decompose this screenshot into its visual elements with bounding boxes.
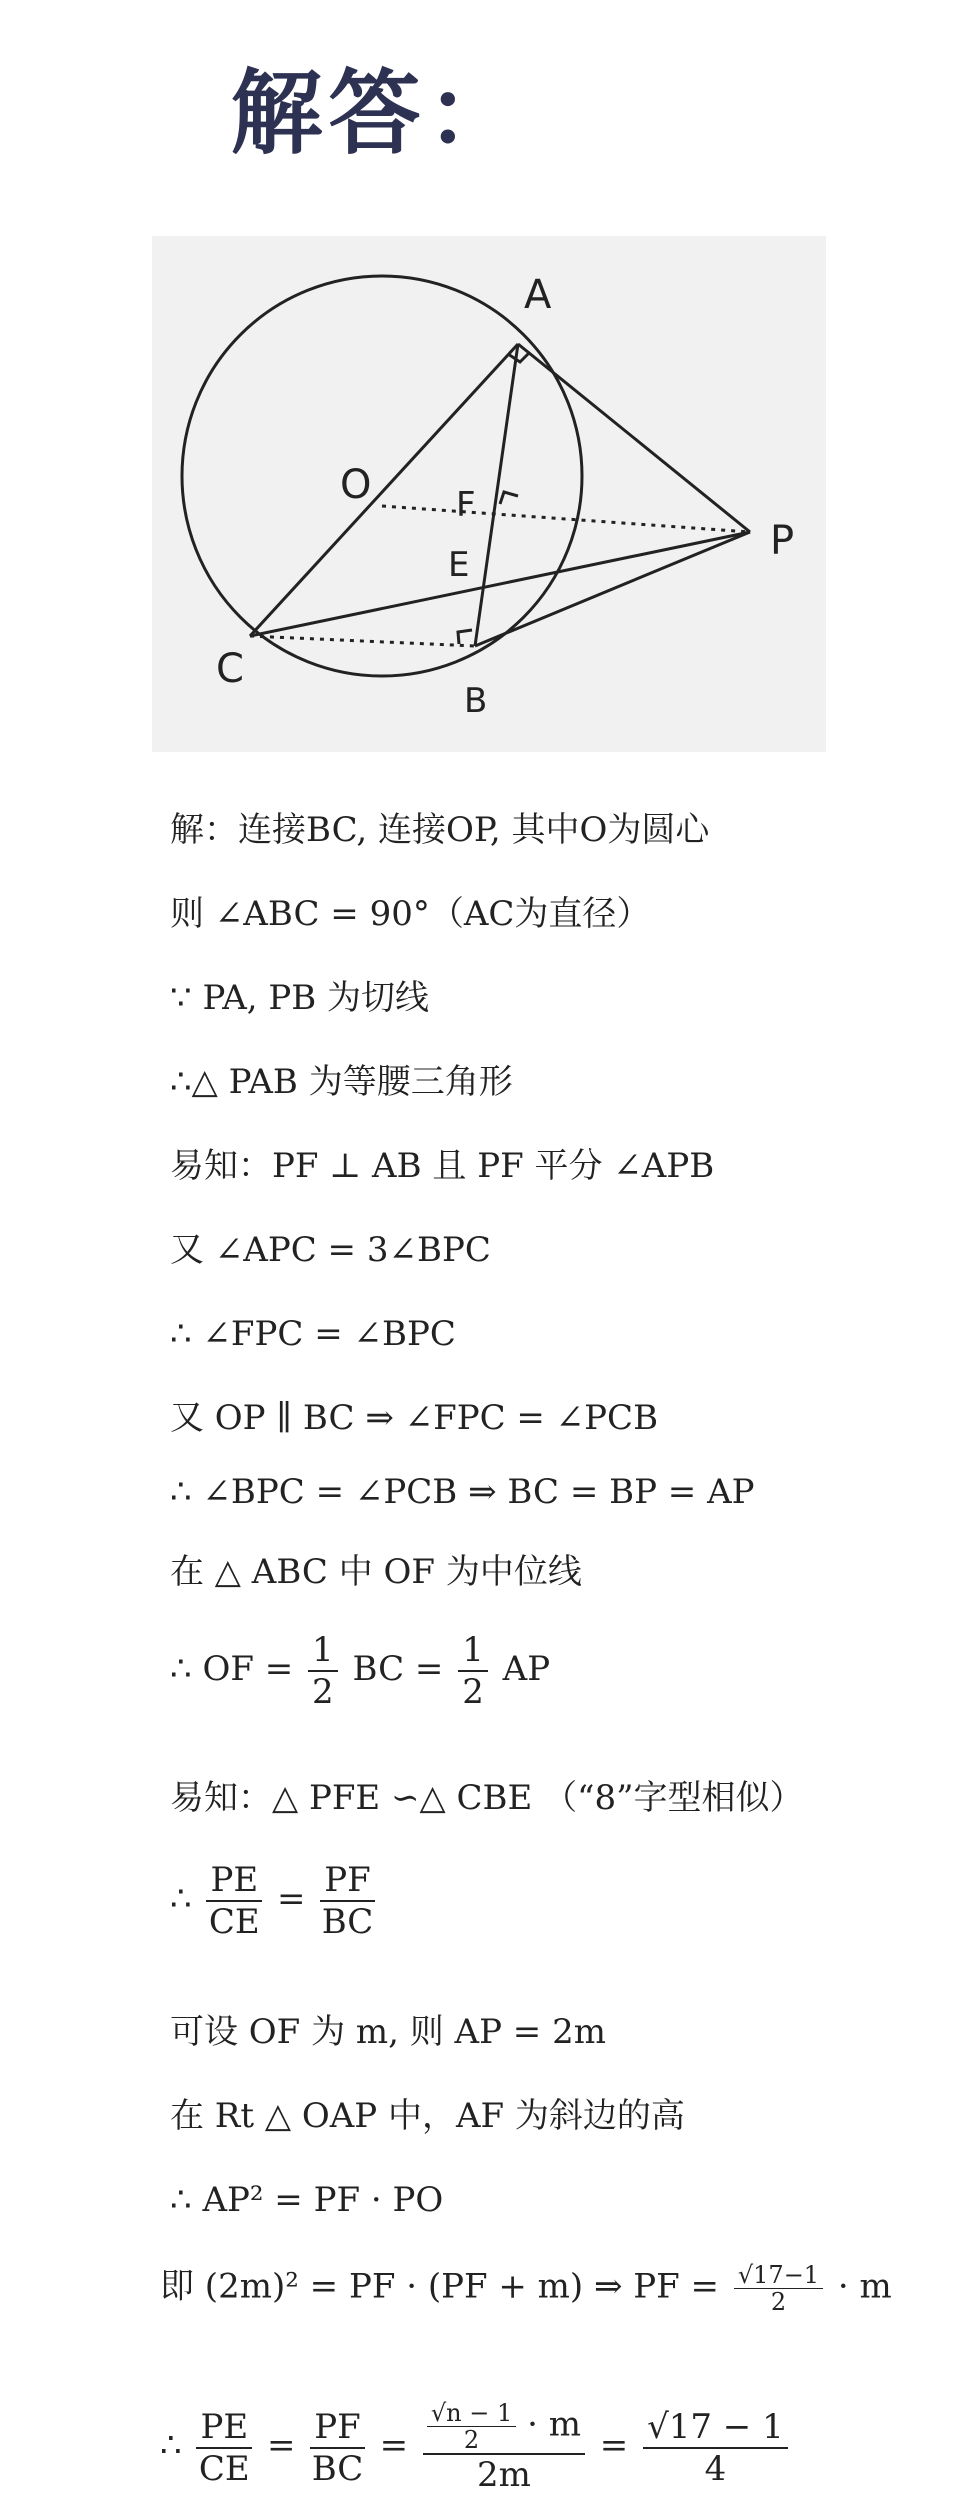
fraction-denominator: 2 (770, 2288, 787, 2316)
step-8: 又 OP ∥ BC ⇒ ∠FPC = ∠PCB (170, 1398, 659, 1438)
step-13-eq: = (276, 1879, 306, 1919)
label-b: B (464, 681, 488, 721)
fraction-denominator: 4 (704, 2448, 727, 2489)
segment-cp (250, 532, 750, 636)
circle-o (182, 276, 582, 676)
step-5: 易知：PF ⊥ AB 且 PF 平分 ∠APB (170, 1146, 715, 1186)
segment-ac (250, 344, 518, 636)
step-18-eq2: = (379, 2425, 409, 2466)
fraction-result (643, 2407, 788, 2489)
fraction-pf-value (734, 2262, 823, 2315)
step-11 (170, 1630, 550, 1712)
fraction-numerator: √17−1 (734, 2262, 823, 2289)
fraction-numerator: PF (320, 1860, 374, 1902)
fraction-half-1 (308, 1630, 338, 1712)
step-11-prefix: ∴ OF = (170, 1649, 294, 1689)
segment-op (382, 506, 750, 532)
step-17-tail: · m (837, 2266, 892, 2307)
step-10: 在 △ ABC 中 OF 为中位线 (170, 1552, 582, 1592)
step-7: ∴ ∠FPC = ∠BPC (170, 1314, 456, 1354)
label-f: F (456, 485, 476, 525)
fraction-denominator: 2 (312, 1672, 334, 1712)
fraction-denominator: BC (321, 1902, 374, 1942)
label-a: A (524, 272, 552, 318)
fraction-denominator: 2m (476, 2455, 531, 2495)
fraction-numerator: PF (310, 2407, 364, 2449)
step-16: ∴ AP² = PF · PO (170, 2180, 444, 2220)
segment-ap (518, 344, 750, 532)
fraction-numerator: 1 (458, 1630, 488, 1672)
fraction-pf-bc (320, 1860, 374, 1942)
fraction-numerator: √17 − 1 (643, 2407, 788, 2449)
step-2: 则 ∠ABC = 90°（AC为直径） (170, 894, 651, 934)
label-p: P (770, 518, 795, 564)
fraction-numerator: 1 (308, 1630, 338, 1672)
segment-cb (250, 636, 475, 646)
step-14: 可设 OF 为 m, 则 AP = 2m (170, 2012, 606, 2052)
fraction-denominator: 2 (462, 1672, 484, 1712)
step-18-eq1: = (266, 2425, 296, 2466)
fraction-numerator (423, 2400, 585, 2455)
inner-tail: · m (527, 2404, 581, 2445)
inner-denominator: 2 (463, 2426, 480, 2454)
segment-bp (475, 532, 750, 646)
fraction-numerator: PE (196, 2407, 252, 2449)
fraction-half-2 (458, 1630, 488, 1712)
step-4: ∴△ PAB 为等腰三角形 (170, 1062, 513, 1102)
fraction-numerator: PE (206, 1860, 262, 1902)
step-6: 又 ∠APC = 3∠BPC (170, 1230, 491, 1270)
step-18 (160, 2400, 792, 2495)
step-18-eq3: = (599, 2425, 629, 2466)
step-15: 在 Rt △ OAP 中，AF 为斜边的高 (170, 2096, 685, 2136)
step-17-text: 即 (2m)² = PF · (PF + m) ⇒ PF = (160, 2266, 720, 2307)
fraction-denominator: CE (208, 1902, 260, 1942)
fraction-pe-ce (206, 1860, 262, 1942)
step-3: ∵ PA, PB 为切线 (170, 978, 430, 1018)
step-1: 解：连接BC, 连接OP, 其中O为圆心 (170, 810, 710, 850)
step-12: 易知：△ PFE ∽△ CBE （“8”字型相似） (170, 1778, 804, 1818)
fraction-denominator: BC (311, 2448, 364, 2489)
step-13-prefix: ∴ (170, 1879, 192, 1919)
fraction-denominator: CE (198, 2448, 250, 2489)
inner-numerator: √n − 1 (427, 2400, 516, 2427)
step-17 (160, 2262, 892, 2315)
step-18-prefix: ∴ (160, 2425, 182, 2466)
label-e: E (448, 545, 470, 585)
step-13 (170, 1860, 379, 1942)
step-9: ∴ ∠BPC = ∠PCB ⇒ BC = BP = AP (170, 1472, 755, 1512)
right-angle-f (500, 492, 518, 504)
step-11-suffix: AP (502, 1649, 551, 1689)
circle-tangent-diagram (152, 236, 826, 752)
label-o: O (340, 462, 372, 508)
geometry-figure (152, 236, 826, 752)
fraction-compound (423, 2400, 585, 2495)
fraction-pf-bc (310, 2407, 364, 2489)
fraction-pe-ce (196, 2407, 252, 2489)
page-title: 解答： (230, 60, 525, 167)
inner-fraction (427, 2400, 516, 2453)
step-11-mid: BC = (352, 1649, 444, 1689)
label-c: C (216, 646, 244, 692)
right-angle-b (458, 630, 472, 644)
